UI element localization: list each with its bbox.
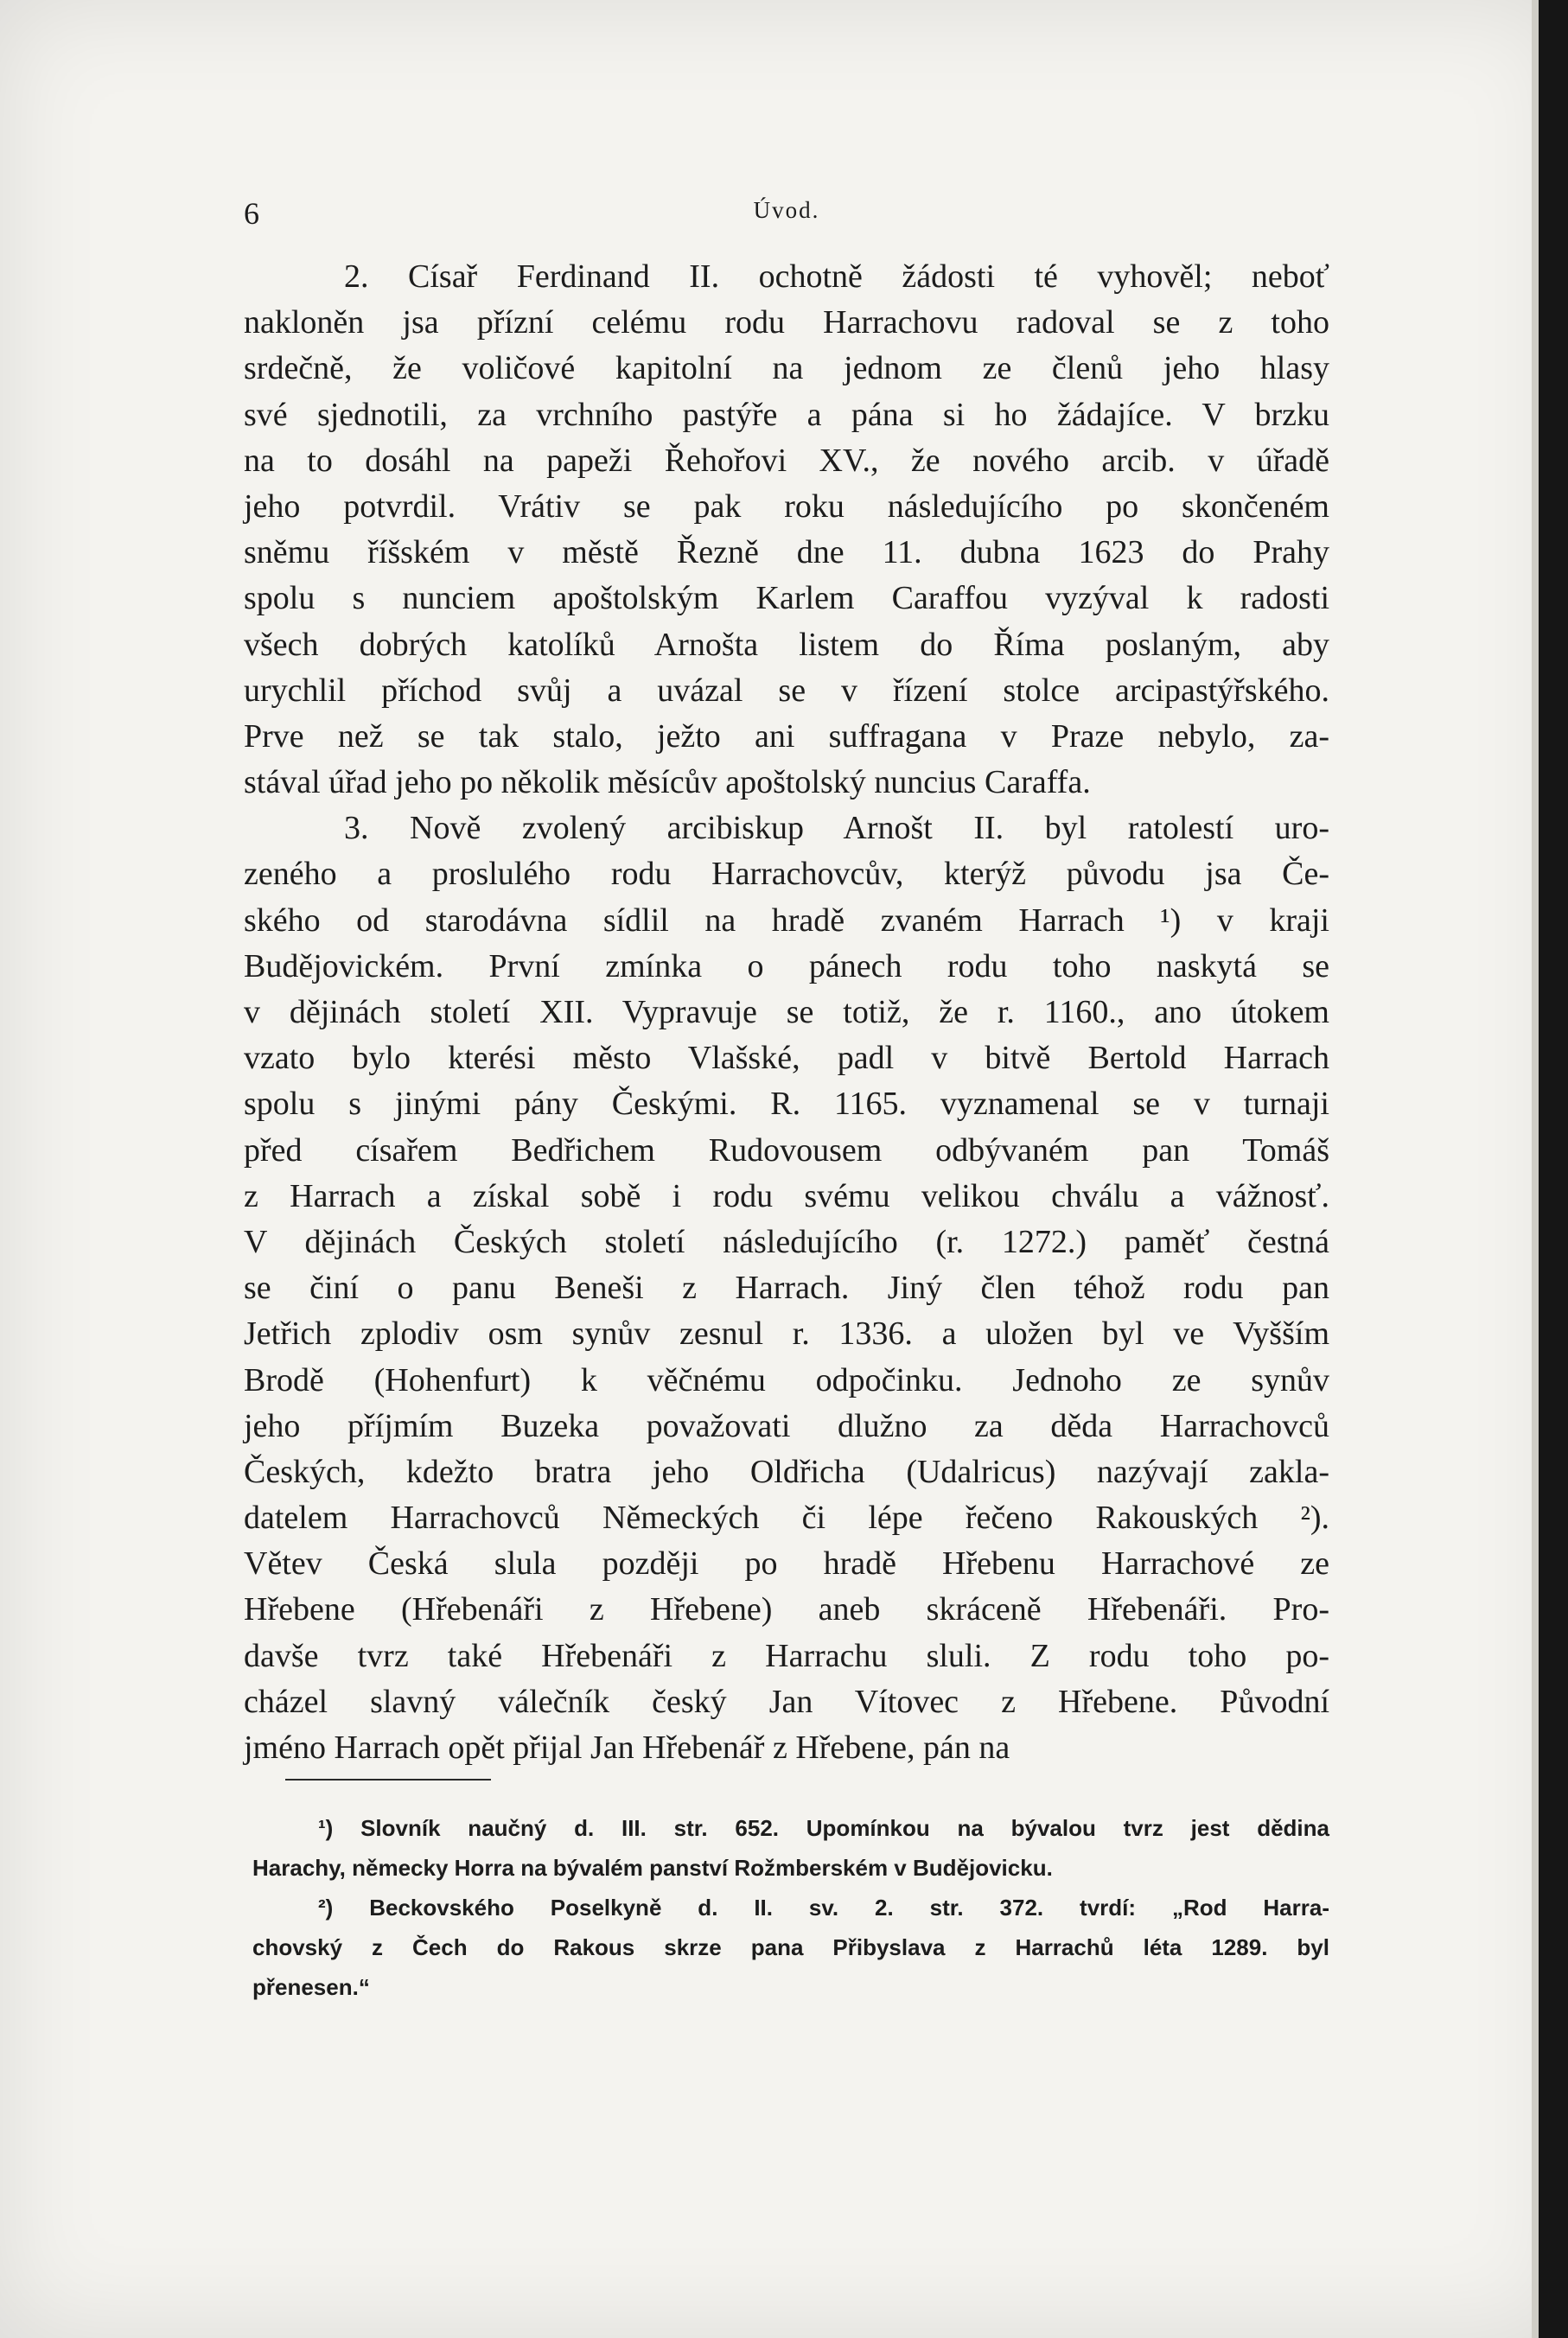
text-line: spolu s nunciem apoštolským Karlem Caraffou vyzýval k radosti xyxy=(244,580,1329,617)
text-line: ského od starodávna sídlil na hradě zvaném Harrach ¹) v kraji xyxy=(244,901,1329,939)
page-header xyxy=(244,188,1329,240)
text-line: Českých, kdežto bratra jeho Oldřicha (Udalricus) nazývají zakla- xyxy=(244,1453,1329,1490)
text-line: Prve než se tak stalo, ježto ani suffragana v Praze nebylo, za- xyxy=(244,717,1329,755)
text-line: urychlil příchod svůj a uvázal se v řízení stolce arcipastýřského. xyxy=(244,672,1329,709)
text-line: jméno Harrach opět přijal Jan Hřebenář z Hřebene, pán na xyxy=(244,1730,1010,1766)
text-line: cházel slavný válečník český Jan Vítovec z Hřebene. Původní xyxy=(244,1683,1329,1720)
footnote-line: Harachy, německy Horra na bývalém panství Rožmberském v Budějovicku. xyxy=(252,1855,1053,1881)
page-edge-gap xyxy=(1532,0,1539,2338)
footnotes xyxy=(252,1808,1329,2007)
text-line: jeho potvrdil. Vrátiv se pak roku následujícího po skončeném xyxy=(244,487,1329,525)
text-line: 2. Císař Ferdinand II. ochotně žádosti té vyhověl; neboť xyxy=(344,258,1329,295)
footnote-line: ¹) Slovník naučný d. III. str. 652. Upomínkou na bývalou tvrz jest dědina xyxy=(318,1815,1329,1841)
text-line: datelem Harrachovců Německých či lépe řečeno Rakouských ²). xyxy=(244,1500,1329,1537)
running-head: Úvod. xyxy=(753,197,820,223)
text-line: srdečně, že voličové kapitolní na jednom ze členů jeho hlasy xyxy=(244,350,1329,387)
text-line: vzato bylo kterési město Vlašské, padl v bitvě Bertold Harrach xyxy=(244,1040,1329,1077)
text-line: 3. Nově zvolený arcibiskup Arnošt II. byl ratolestí uro- xyxy=(344,810,1329,847)
page-number: 6 xyxy=(244,196,259,231)
text-line: davše tvrz také Hřebenáři z Harrachu sluli. Z rodu toho po- xyxy=(244,1637,1329,1674)
text-line: V dějinách Českých století následujícího (r. 1272.) paměť čestná xyxy=(244,1223,1329,1260)
footnote-line: přenesen.“ xyxy=(252,1974,370,2000)
footnote-rule xyxy=(285,1779,491,1781)
text-line: stával úřad jeho po několik měsícův apoštolský nuncius Caraffa. xyxy=(244,764,1091,801)
text-line: Větev Česká slula později po hradě Hřebenu Harrachové ze xyxy=(244,1545,1329,1583)
body-text xyxy=(244,254,1329,1771)
footnote-line: ²) Beckovského Poselkyně d. II. sv. 2. str. 372. tvrdí: „Rod Harra- xyxy=(318,1895,1329,1921)
text-line: na to dosáhl na papeži Řehořovi XV., že nového arcib. v úřadě xyxy=(244,442,1329,479)
text-line: sněmu říšském v městě Řezně dne 11. dubna 1623 do Prahy xyxy=(244,534,1329,571)
text-line: nakloněn jsa přízní celému rodu Harrachovu radoval se z toho xyxy=(244,304,1329,341)
text-line: zeného a proslulého rodu Harrachovcův, kterýž původu jsa Če- xyxy=(244,856,1329,893)
text-line: v dějinách století XII. Vypravuje se totiž, že r. 1160., ano útokem xyxy=(244,994,1329,1030)
text-line: před císařem Bedřichem Rudovousem odbývaném pan Tomáš xyxy=(244,1131,1329,1169)
text-line: Budějovickém. První zmínka o pánech rodu toho naskytá se xyxy=(244,947,1329,984)
text-line: se činí o panu Beneši z Harrach. Jiný člen téhož rodu pan xyxy=(244,1270,1329,1307)
footnote-line: chovský z Čech do Rakous skrze pana Přibyslava z Harrachů léta 1289. byl xyxy=(252,1934,1329,1960)
text-line: spolu s jinými pány Českými. R. 1165. vyznamenal se v turnaji xyxy=(244,1086,1329,1123)
text-line: jeho příjmím Buzeka považovati dlužno za děda Harrachovců xyxy=(244,1407,1329,1444)
text-line: všech dobrých katolíků Arnošta listem do Říma poslaným, aby xyxy=(244,626,1329,663)
text-line: Hřebene (Hřebenáři z Hřebene) aneb skráceně Hřebenáři. Pro- xyxy=(244,1591,1329,1628)
text-line: své sjednotili, za vrchního pastýře a pána si ho žádajíce. V brzku xyxy=(244,396,1329,433)
text-line: z Harrach a získal sobě i rodu svému velikou chválu a vážnosť. xyxy=(244,1177,1329,1214)
scan-dark-edge xyxy=(1539,0,1568,2338)
text-line: Jetřich zplodiv osm synův zesnul r. 1336. a uložen byl ve Vyšším xyxy=(244,1316,1329,1353)
text-line: Brodě (Hohenfurt) k věčnému odpočinku. Jednoho ze synův xyxy=(244,1361,1329,1398)
